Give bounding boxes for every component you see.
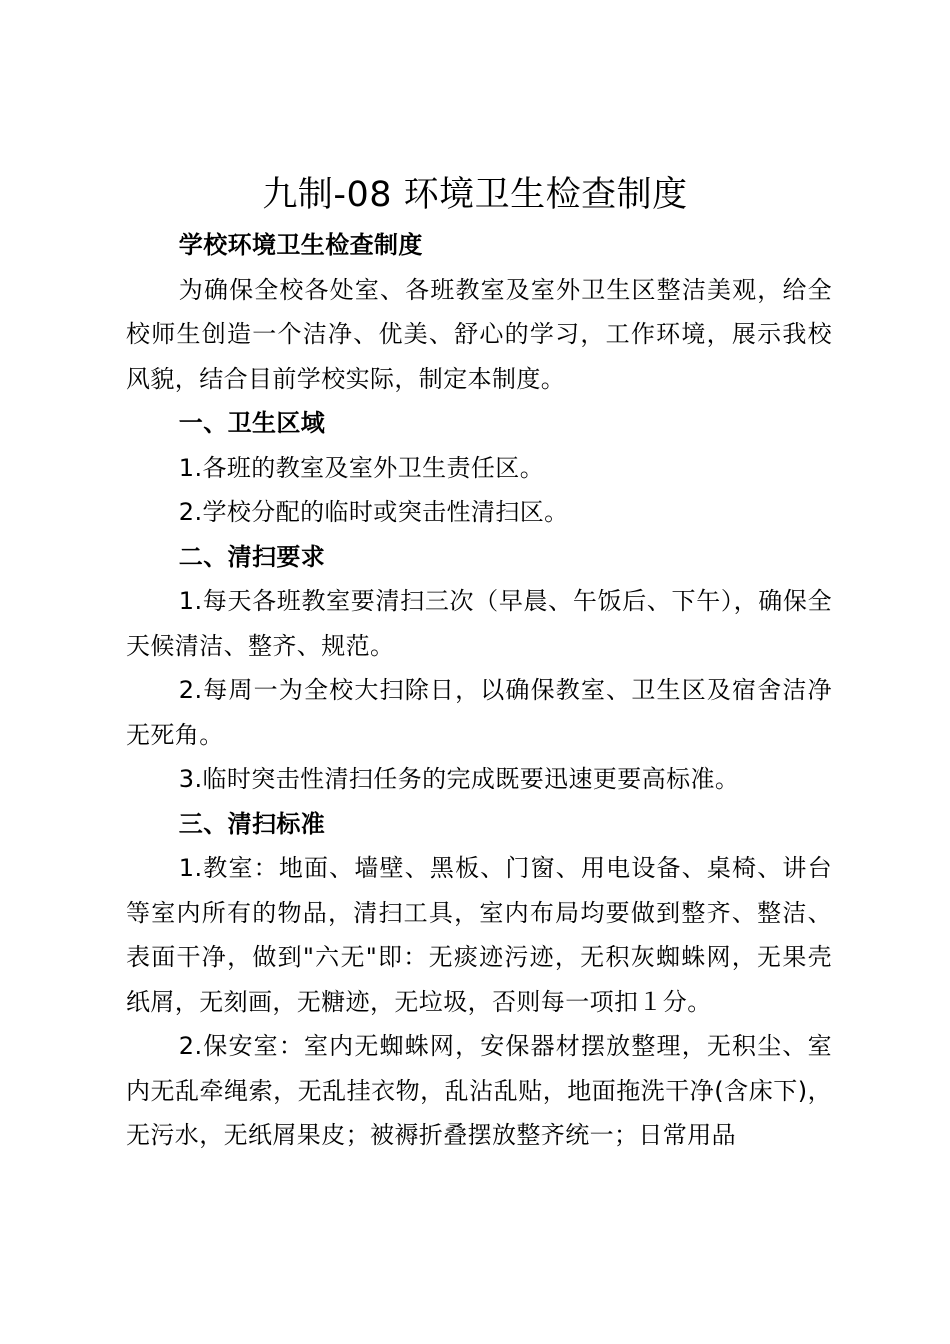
document-subtitle: 学校环境卫生检查制度 — [178, 231, 423, 259]
section-item: 2.保安室：室内无蜘蛛网，安保器材摆放整理，无积尘、室内无乱牵绳索，无乱挂衣物，乱沾乱贴，地面拖洗干净(含床下)，无污水，无纸屑果皮；被褥折叠摆放整齐统一；日常用品 — [126, 1032, 832, 1149]
intro-paragraph: 为确保全校各处室、各班教室及室外卫生区整洁美观，给全校师生创造一个洁净、优美、舒心的学习，工作环境，展示我校风貌，结合目前学校实际，制定本制度。 — [126, 275, 832, 393]
section-heading-hygiene-areas: 一、卫生区域 — [178, 409, 326, 437]
section-item: 1.每天各班教室要清扫三次（早晨、午饭后、下午），确保全天候清洁、整齐、规范。 — [126, 587, 832, 660]
section-heading-cleaning-requirements: 二、清扫要求 — [178, 542, 326, 571]
section-item: 1.各班的教室及室外卫生责任区。 — [178, 453, 545, 482]
section-item: 2.学校分配的临时或突击性清扫区。 — [178, 498, 569, 526]
section-item: 3.临时突击性清扫任务的完成既要迅速更要高标准。 — [178, 765, 740, 793]
document-body — [126, 223, 832, 1158]
document-title: 九制-08 环境卫生检查制度 — [262, 175, 688, 215]
section-item: 1.教室：地面、墙壁、黑板、门窗、用电设备、桌椅、讲台等室内所有的物品，清扫工具，室内布局均要做到整齐、整洁、表面干净，做到"六无"即：无痰迹污迹，无积灰蜘蛛网，无果壳纸屑，无刻画，无糖迹，无垃圾，否则每一项扣１分。 — [126, 854, 832, 1016]
section-item: 2.每周一为全校大扫除日，以确保教室、卫生区及宿舍洁净无死角。 — [126, 676, 832, 749]
section-heading-cleaning-standards: 三、清扫标准 — [178, 809, 326, 838]
